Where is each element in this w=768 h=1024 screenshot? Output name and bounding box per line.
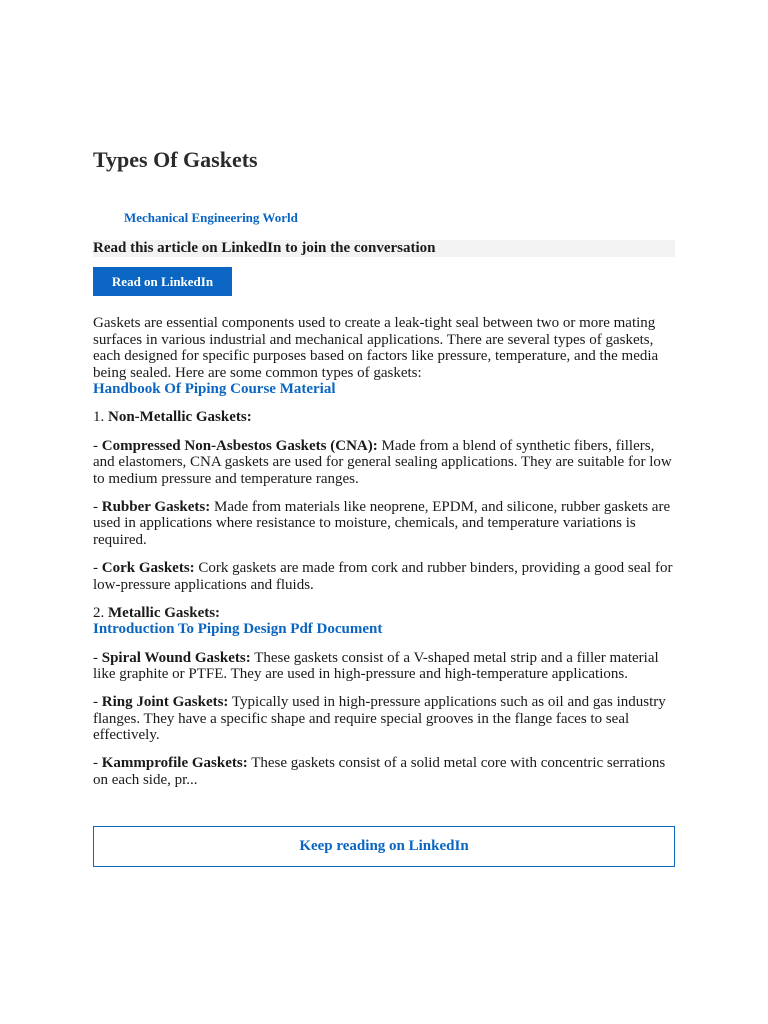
article-title: Types Of Gaskets — [93, 147, 258, 172]
section-heading-non-metallic — [93, 409, 677, 426]
item-text: These gaskets consist of a V-shaped metal strip and a filler material like graphite or PTFE. They are used in high-pressure and high-temperature applications. — [93, 649, 659, 683]
item-name: Cork Gaskets: — [101, 560, 195, 577]
section-number: 1. — [93, 409, 105, 426]
item-prefix: - — [93, 694, 98, 711]
keep-reading-button[interactable]: Keep reading on LinkedIn — [93, 826, 675, 867]
item-prefix: - — [93, 755, 98, 772]
list-item — [93, 650, 677, 683]
list-item — [93, 755, 677, 788]
handbook-paragraph — [93, 381, 677, 398]
list-item — [93, 560, 677, 593]
join-prompt-text: Read this article on LinkedIn to join the conversation — [93, 240, 436, 256]
item-name: Kammprofile Gaskets: — [101, 755, 248, 772]
intro-piping-paragraph — [93, 621, 677, 638]
author-link[interactable]: Mechanical Engineering World — [124, 210, 298, 225]
item-name: Compressed Non-Asbestos Gaskets (CNA): — [101, 437, 378, 454]
intro-piping-link[interactable]: Introduction To Piping Design Pdf Document — [93, 621, 383, 638]
item-prefix: - — [93, 649, 98, 666]
list-item — [93, 499, 677, 549]
section-number: 2. — [93, 604, 105, 621]
intro-paragraph: Gaskets are essential components used to create a leak-tight seal between two or more mating surfaces in various industrial and mechanical applications. There are several types of gaskets, each designed for specific purposes based on factors like pressure, temperature, and the media being sealed. Here are some common types of gaskets: — [93, 315, 659, 381]
read-on-linkedin-button[interactable]: Read on LinkedIn — [93, 267, 232, 296]
item-text: Made from materials like neoprene, EPDM, and silicone, rubber gaskets are used in applications where resistance to moisture, chemicals, and temperature variations is required. — [93, 498, 671, 549]
list-item — [93, 438, 677, 488]
section-title: Non-Metallic Gaskets: — [108, 409, 252, 426]
section-heading-metallic — [93, 605, 677, 622]
handbook-link[interactable]: Handbook Of Piping Course Material — [93, 381, 336, 398]
item-prefix: - — [93, 560, 98, 577]
item-name: Ring Joint Gaskets: — [101, 694, 229, 711]
item-text: Typically used in high-pressure applications such as oil and gas industry flanges. They have a specific shape and require special grooves in the flange faces to seal effectively. — [93, 694, 666, 744]
item-name: Spiral Wound Gaskets: — [101, 649, 251, 666]
item-name: Rubber Gaskets: — [101, 498, 211, 515]
article-body — [93, 315, 677, 800]
item-prefix: - — [93, 437, 98, 454]
item-prefix: - — [93, 498, 98, 515]
item-text: These gaskets consist of a solid metal core with concentric serrations on each side, pr... — [93, 755, 666, 789]
section-title: Metallic Gaskets: — [108, 604, 221, 621]
item-text: Cork gaskets are made from cork and rubber binders, providing a good seal for low-pressure applications and fluids. — [93, 560, 673, 593]
list-item — [93, 694, 677, 744]
item-text: Made from a blend of synthetic fibers, fillers, and elastomers, CNA gaskets are used for general sealing applications. They are suitable for low to medium pressure and temperature ranges. — [93, 437, 672, 487]
